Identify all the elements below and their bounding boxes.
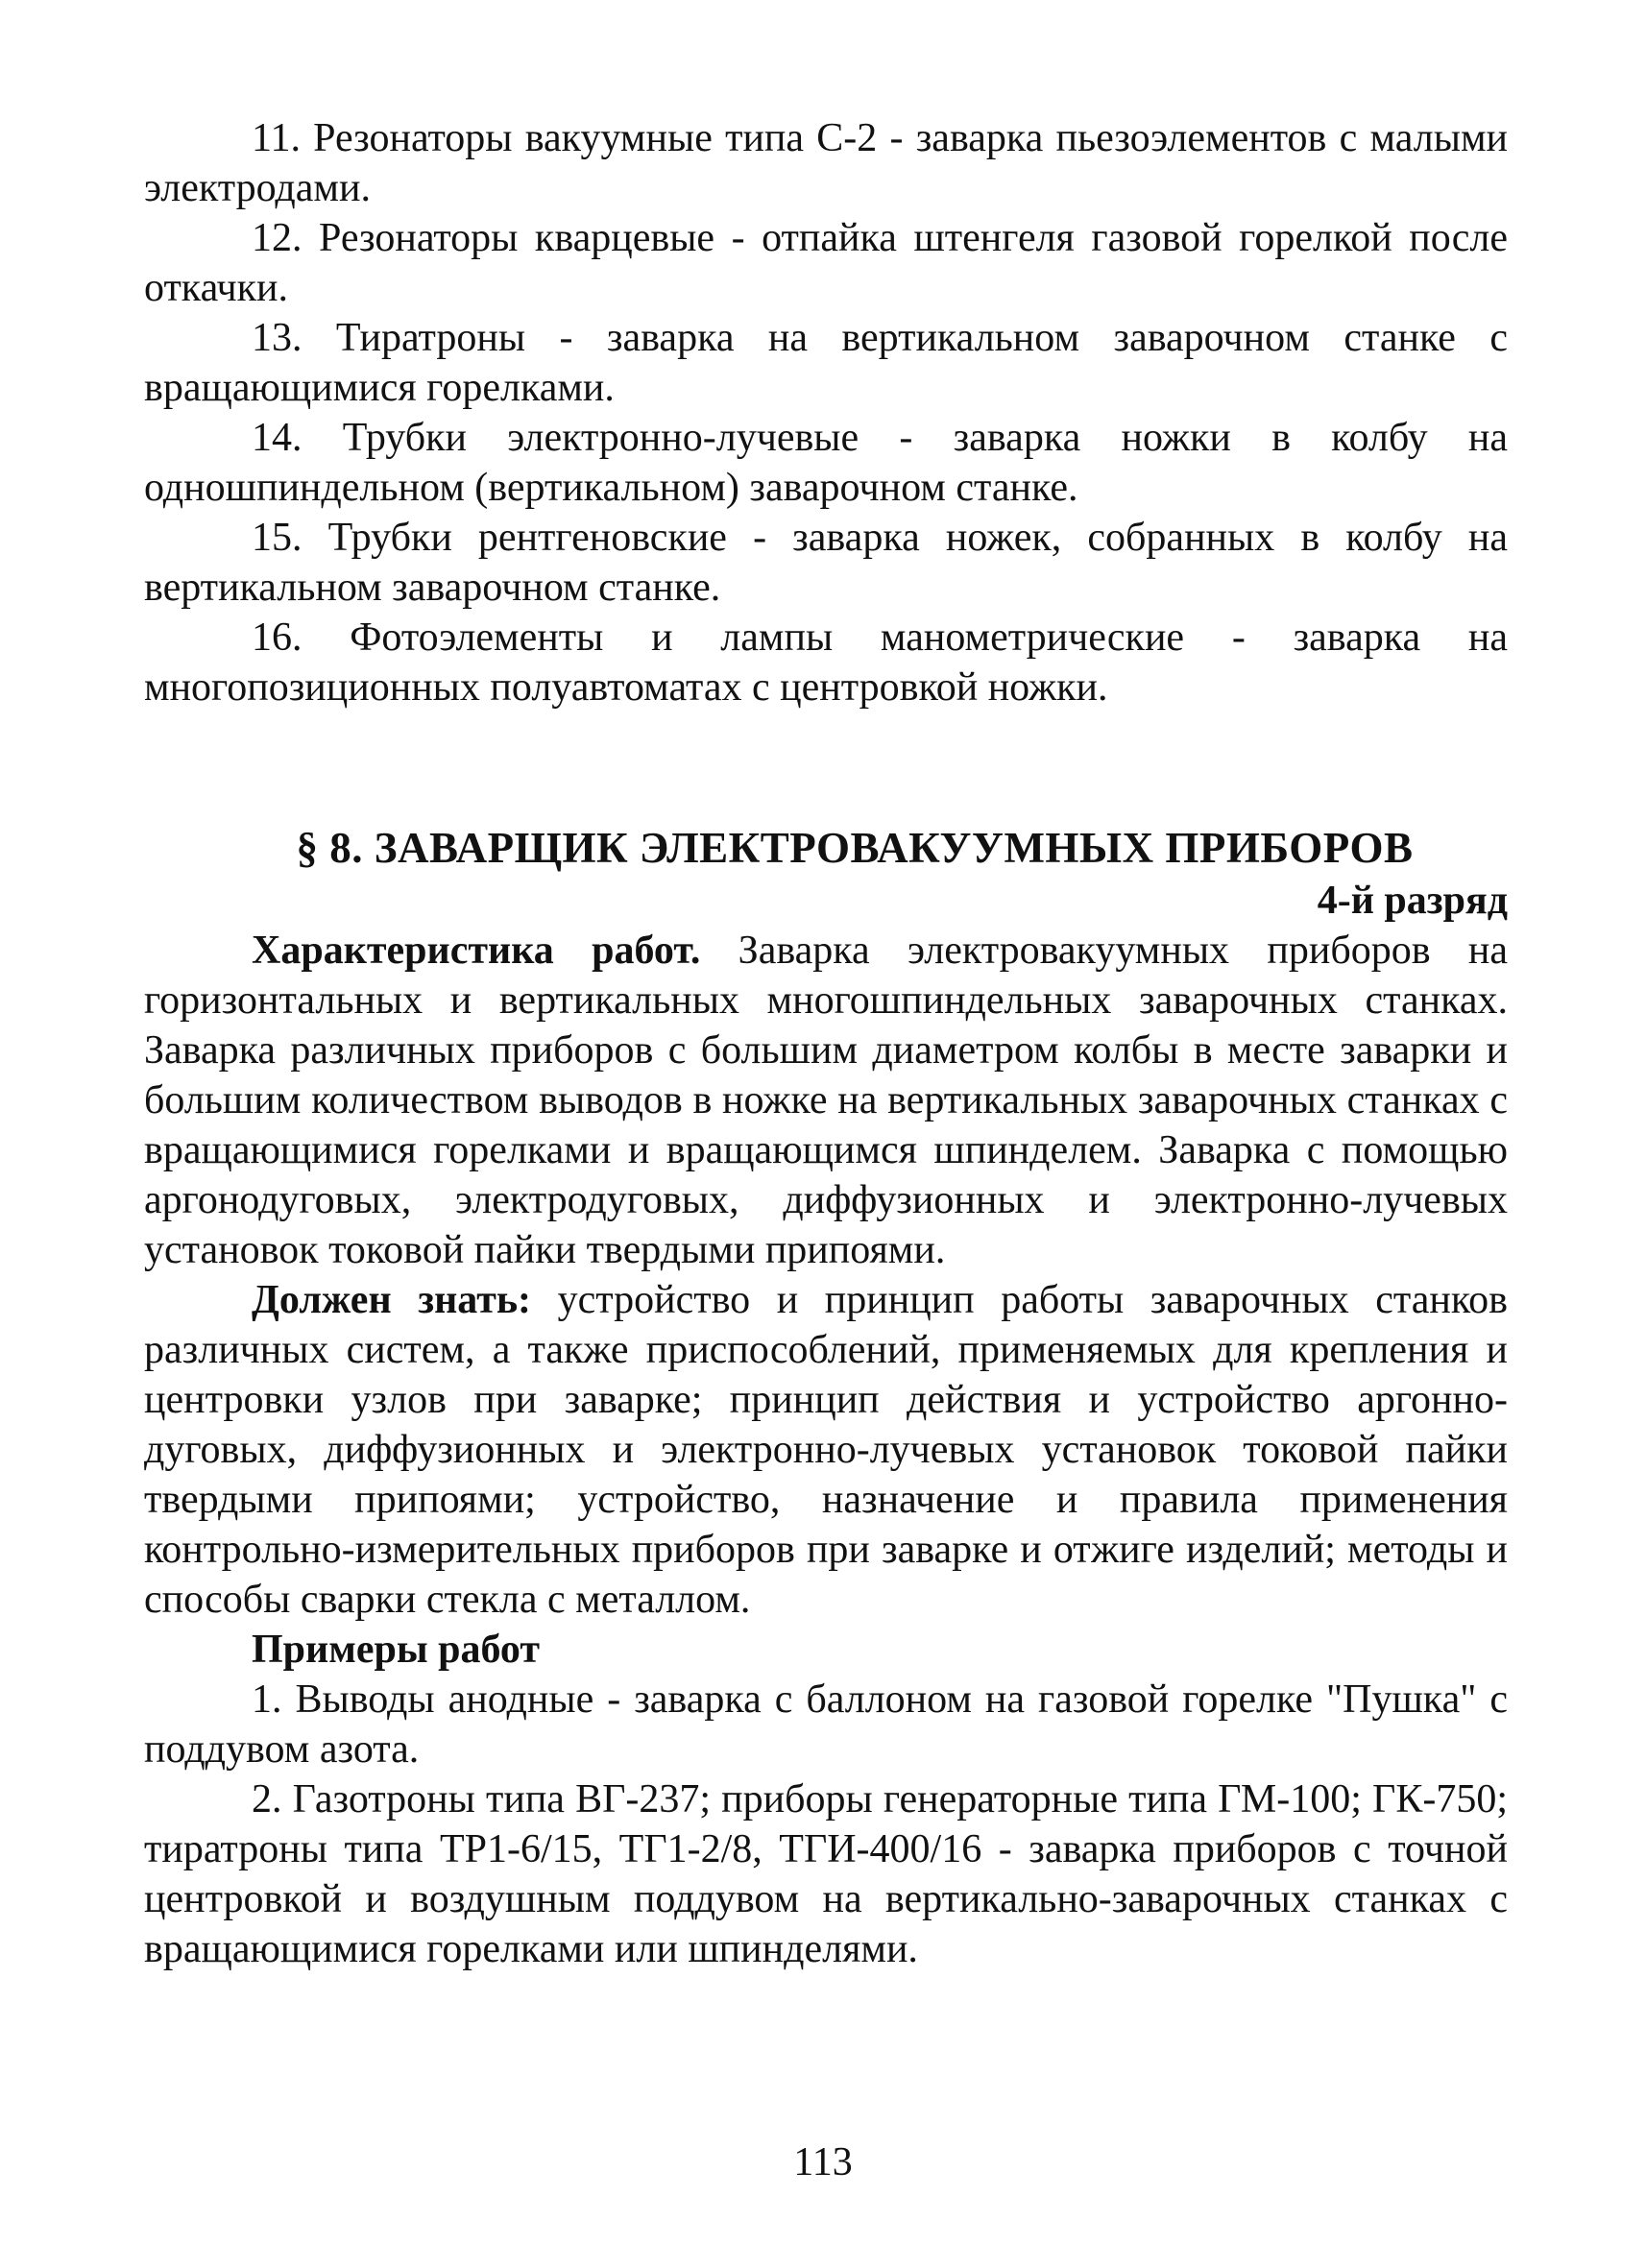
examples-heading: Примеры работ (252, 1628, 541, 1672)
characteristics-text: Заварка электровакуумных приборов на горизонтальных и вертикальных многошпиндельных заварочных станках. Заварка различных приборов с большим диаметром колбы в месте заварки и большим количеством выводов в ножке на вертикальных заварочных станках с вращающимися горелками и вращающимся шпинделем. Заварка с помощью аргонодуговых, электродуговых, диффузионных и электронно-лучевых установок токовой пайки твердыми припоями. (144, 929, 1508, 1272)
example-item: 2. Газотроны типа ВГ-237; приборы генераторные типа ГМ-100; ГК-750; тиратроны типа ТР1-6/15, ТГ1-2/8, ТГИ-400/16 - заварка приборов с точной центровкой и воздушным поддувом на вертикально-заварочных станках с вращающимися горелками или шпинделями. (144, 1777, 1508, 1971)
characteristics-label: Характеристика работ. (252, 929, 701, 973)
example-item: 1. Выводы анодные - заварка с баллоном на газовой горелке "Пушка" с поддувом азота. (144, 1677, 1508, 1772)
page-content (144, 113, 1508, 1974)
section-title: § 8. ЗАВАРЩИК ЭЛЕКТРОВАКУУМНЫХ ПРИБОРОВ (296, 824, 1414, 872)
section-spacer (144, 712, 1508, 820)
list-item: 12. Резонаторы кварцевые - отпайка штенгеля газовой горелкой после откачки. (144, 216, 1508, 310)
characteristics-paragraph (144, 926, 1508, 1275)
list-item: 14. Трубки электронно-лучевые - заварка ножки в колбу на одношпиндельном (вертикальном) заварочном станке. (144, 416, 1508, 510)
list-item: 13. Тиратроны - заварка на вертикальном заварочном станке с вращающимися горелками. (144, 316, 1508, 410)
grade-label: 4-й разряд (1317, 879, 1508, 923)
page-number: 113 (793, 2140, 853, 2184)
must-know-text: устройство и принцип работы заварочных станков различных систем, а также приспособлений, применяемых для крепления и центровки узлов при заварке; принцип действия и устройство аргонно-дуговых, диффузионных и электронно-лучевых установок токовой пайки твердыми припоями; устройство, назначение и правила применения контрольно-измерительных приборов при заварке и отжиге изделий; методы и способы сварки стекла с металлом. (144, 1278, 1508, 1622)
list-item: 11. Резонаторы вакуумные типа С-2 - заварка пьезоэлементов с малыми электродами. (144, 116, 1508, 210)
must-know-paragraph (144, 1275, 1508, 1625)
list-item: 16. Фотоэлементы и лампы манометрические - заварка на многопозиционных полуавтоматах с центровкой ножки. (144, 615, 1508, 710)
list-item: 15. Трубки рентгеновские - заварка ножек, собранных в колбу на вертикальном заварочном станке. (144, 516, 1508, 610)
must-know-label: Должен знать: (252, 1278, 532, 1322)
